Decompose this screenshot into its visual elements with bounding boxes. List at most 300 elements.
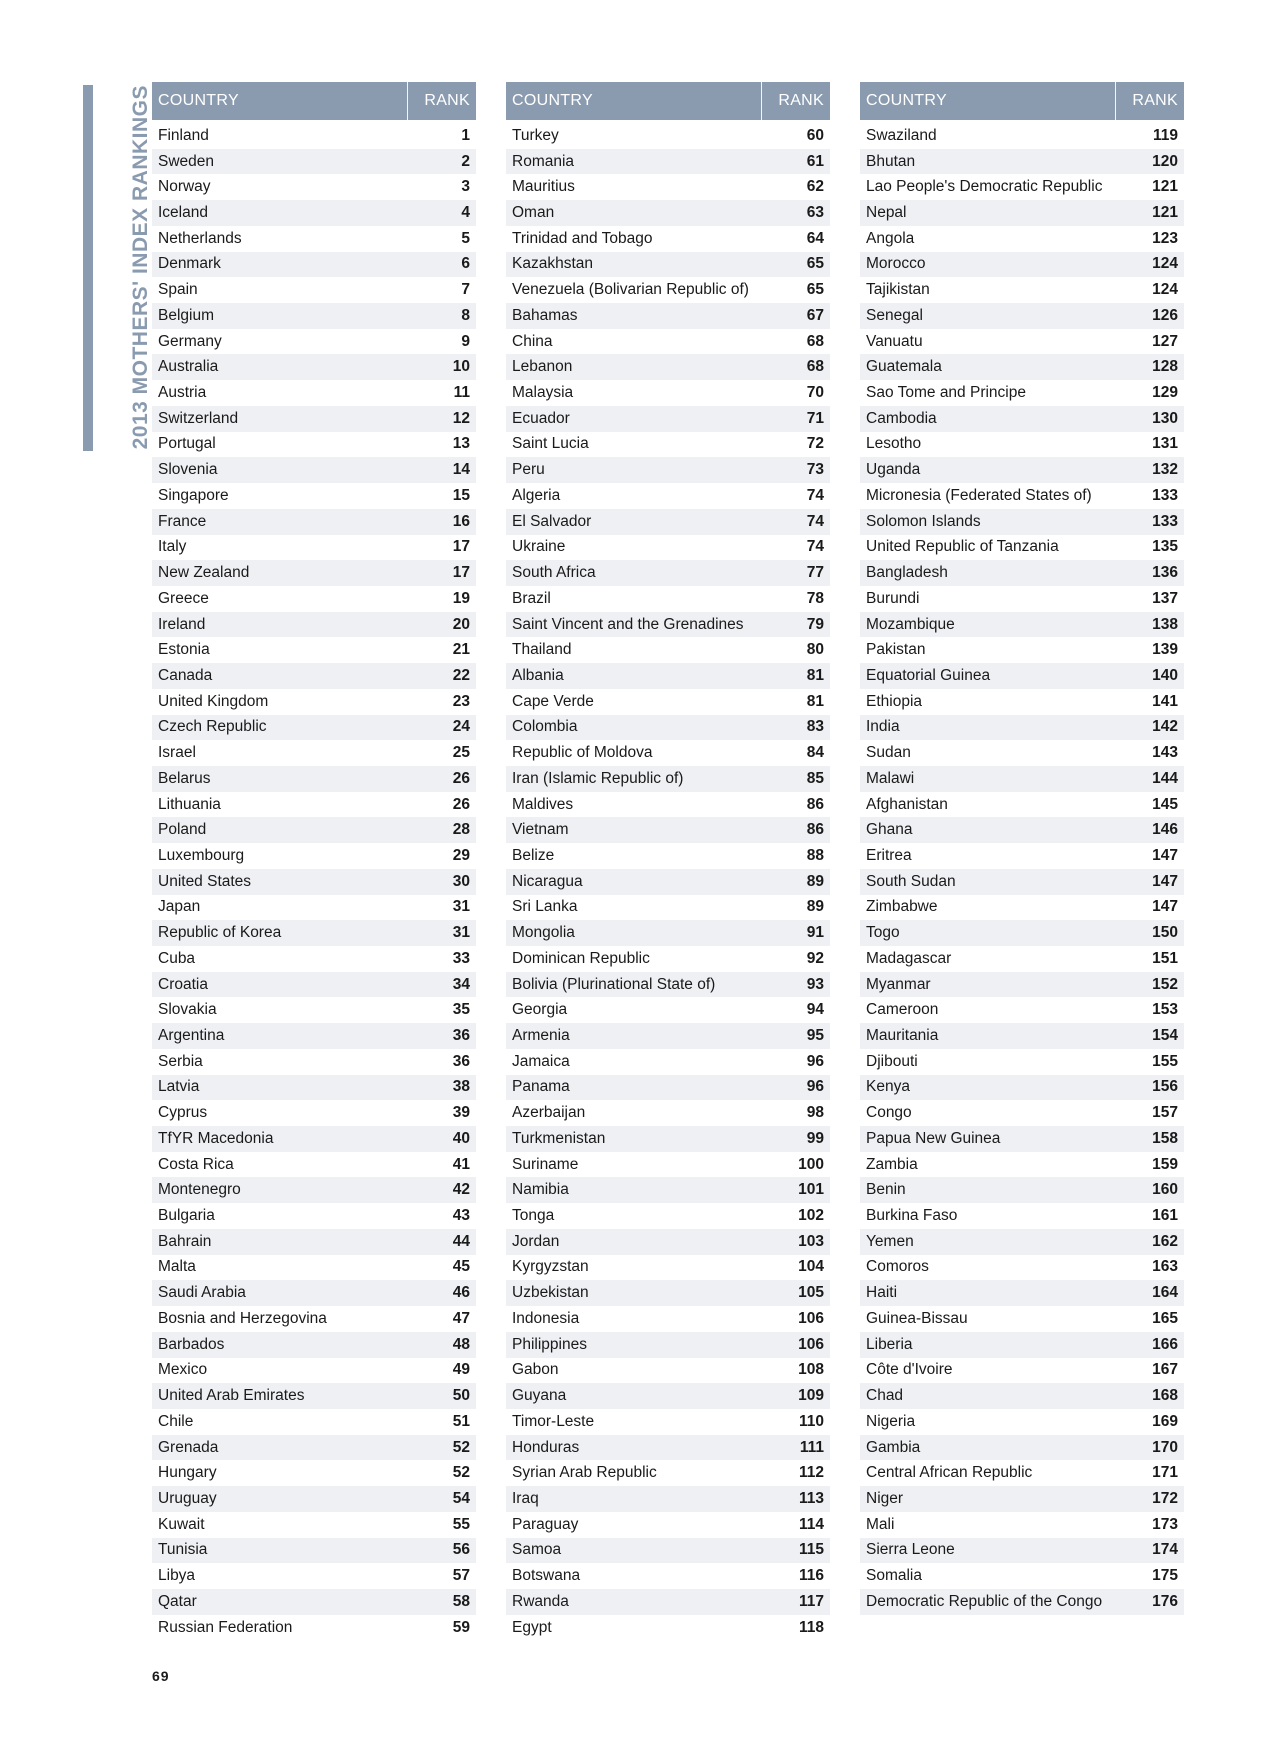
country-name: Nepal [866, 204, 907, 222]
table-row [152, 226, 476, 252]
rank-value: 26 [452, 769, 470, 787]
rank-value: 105 [798, 1284, 824, 1302]
table-row [860, 817, 1184, 843]
table-row [506, 226, 830, 252]
country-name: Micronesia (Federated States of) [866, 486, 1092, 504]
country-name: Russian Federation [158, 1618, 293, 1636]
table-row [152, 1280, 476, 1306]
country-name: Senegal [866, 306, 923, 324]
country-name: Bhutan [866, 152, 916, 170]
table-row [152, 766, 476, 792]
country-name: New Zealand [158, 564, 250, 582]
rank-value: 57 [452, 1567, 470, 1585]
table-row [152, 123, 476, 149]
rank-value: 106 [798, 1309, 824, 1327]
rank-value: 174 [1152, 1541, 1178, 1559]
country-name: Central African Republic [866, 1464, 1033, 1482]
country-name: Greece [158, 589, 209, 607]
rank-value: 58 [452, 1592, 470, 1610]
rank-value: 49 [452, 1361, 470, 1379]
rank-value: 176 [1152, 1592, 1178, 1610]
table-row [152, 1049, 476, 1075]
rank-value: 95 [806, 1027, 824, 1045]
rank-value: 36 [452, 1027, 470, 1045]
rank-value: 94 [806, 1001, 824, 1019]
country-name: Saint Vincent and the Grenadines [512, 615, 744, 633]
rank-value: 124 [1152, 281, 1178, 299]
rank-value: 139 [1152, 641, 1178, 659]
country-name: Switzerland [158, 409, 239, 427]
table-row [506, 457, 830, 483]
rank-value: 16 [452, 512, 470, 530]
rank-value: 51 [452, 1412, 470, 1430]
table-row [860, 1280, 1184, 1306]
country-name: Togo [866, 924, 900, 942]
country-name: Eritrea [866, 846, 912, 864]
country-name: Jamaica [512, 1052, 570, 1070]
country-name: Botswana [512, 1567, 581, 1585]
country-name: Uganda [866, 461, 921, 479]
table-row [152, 1435, 476, 1461]
rank-value: 5 [461, 229, 470, 247]
rank-value: 62 [806, 178, 824, 196]
rank-value: 70 [806, 384, 824, 402]
country-name: Sudan [866, 744, 911, 762]
table-row [506, 1332, 830, 1358]
country-name: Kyrgyzstan [512, 1258, 589, 1276]
table-row [506, 1255, 830, 1281]
rankings-table-1 [152, 82, 476, 1640]
country-name: China [512, 332, 553, 350]
rank-value: 131 [1152, 435, 1178, 453]
rank-value: 39 [452, 1104, 470, 1122]
table-row [506, 1435, 830, 1461]
country-name: Brazil [512, 589, 551, 607]
rank-value: 99 [806, 1129, 824, 1147]
country-name: Cyprus [158, 1104, 208, 1122]
rank-value: 89 [806, 898, 824, 916]
country-name: Algeria [512, 486, 561, 504]
table-row [152, 689, 476, 715]
rank-value: 54 [452, 1489, 470, 1507]
table-row [860, 1255, 1184, 1281]
rank-value: 48 [452, 1335, 470, 1353]
rank-value: 172 [1152, 1489, 1178, 1507]
country-name: Kazakhstan [512, 255, 593, 273]
country-name: Australia [158, 358, 219, 376]
country-name: India [866, 718, 900, 736]
table-row [860, 432, 1184, 458]
country-name: Swaziland [866, 126, 937, 144]
country-name: Croatia [158, 975, 208, 993]
rank-value: 119 [1152, 126, 1178, 144]
rank-value: 2 [461, 152, 470, 170]
rank-value: 150 [1152, 924, 1178, 942]
table-row [506, 895, 830, 921]
country-name: Jordan [512, 1232, 560, 1250]
table-row [506, 329, 830, 355]
table-row [506, 843, 830, 869]
table-row [860, 1615, 1184, 1641]
table-row [152, 1486, 476, 1512]
rank-value: 72 [806, 435, 824, 453]
table-row [152, 1229, 476, 1255]
table-row [152, 1512, 476, 1538]
rank-value: 116 [798, 1567, 824, 1585]
country-name: Tunisia [158, 1541, 208, 1559]
rank-value: 146 [1152, 821, 1178, 839]
country-name: Uzbekistan [512, 1284, 589, 1302]
table-row [860, 1460, 1184, 1486]
table-row [152, 1460, 476, 1486]
country-name: Vanuatu [866, 332, 923, 350]
country-name: Guatemala [866, 358, 942, 376]
table-row [152, 1306, 476, 1332]
country-name: Bahrain [158, 1232, 212, 1250]
rank-value: 117 [798, 1592, 824, 1610]
country-name: Uruguay [158, 1489, 217, 1507]
header-divider [1115, 82, 1116, 120]
country-name: Bulgaria [158, 1207, 215, 1225]
rank-value: 130 [1152, 409, 1178, 427]
header-rank: RANK [1132, 92, 1178, 109]
table-row [860, 1152, 1184, 1178]
table-row [506, 303, 830, 329]
country-name: Qatar [158, 1592, 197, 1610]
rank-value: 170 [1152, 1438, 1178, 1456]
rank-value: 40 [452, 1129, 470, 1147]
rank-value: 80 [806, 641, 824, 659]
table-header [506, 82, 830, 120]
rank-value: 104 [798, 1258, 824, 1276]
country-name: Argentina [158, 1027, 225, 1045]
table-row [860, 252, 1184, 278]
rank-value: 65 [806, 281, 824, 299]
rank-value: 92 [806, 949, 824, 967]
country-name: Haiti [866, 1284, 898, 1302]
country-name: Iran (Islamic Republic of) [512, 769, 684, 787]
rank-value: 28 [452, 821, 470, 839]
table-row [860, 1023, 1184, 1049]
table-row [506, 380, 830, 406]
table-row [860, 972, 1184, 998]
rank-value: 1 [461, 126, 470, 144]
country-name: Montenegro [158, 1181, 241, 1199]
rank-value: 112 [798, 1464, 824, 1482]
rank-value: 173 [1152, 1515, 1178, 1533]
country-name: Sweden [158, 152, 215, 170]
rank-value: 41 [452, 1155, 470, 1173]
table-row [506, 354, 830, 380]
table-row [152, 1358, 476, 1384]
country-name: Lao People's Democratic Republic [866, 178, 1103, 196]
table-row [860, 1538, 1184, 1564]
table-row [506, 1280, 830, 1306]
country-name: Papua New Guinea [866, 1129, 1001, 1147]
table-row [506, 1203, 830, 1229]
rank-value: 123 [1152, 229, 1178, 247]
table-row [152, 1383, 476, 1409]
table-row [152, 1409, 476, 1435]
rank-value: 10 [452, 358, 470, 376]
table-row [506, 1177, 830, 1203]
country-name: Estonia [158, 641, 210, 659]
country-name: Denmark [158, 255, 221, 273]
table-row [860, 1589, 1184, 1615]
country-name: TfYR Macedonia [158, 1129, 274, 1147]
rank-value: 162 [1152, 1232, 1178, 1250]
table-row [860, 226, 1184, 252]
country-name: Ireland [158, 615, 206, 633]
table-row [152, 1023, 476, 1049]
country-name: Nigeria [866, 1412, 916, 1430]
rank-value: 74 [806, 512, 824, 530]
rank-value: 126 [1152, 306, 1178, 324]
table-row [152, 432, 476, 458]
rank-value: 81 [806, 692, 824, 710]
table-row [506, 483, 830, 509]
country-name: Benin [866, 1181, 906, 1199]
table-row [152, 1255, 476, 1281]
rank-value: 15 [452, 486, 470, 504]
rank-value: 153 [1152, 1001, 1178, 1019]
country-name: Pakistan [866, 641, 926, 659]
country-name: Suriname [512, 1155, 579, 1173]
country-name: Morocco [866, 255, 926, 273]
rank-value: 157 [1152, 1104, 1178, 1122]
country-name: Belize [512, 846, 555, 864]
rank-value: 115 [798, 1541, 824, 1559]
country-name: Angola [866, 229, 915, 247]
table-row [152, 380, 476, 406]
country-name: Portugal [158, 435, 216, 453]
rank-value: 113 [798, 1489, 824, 1507]
rank-value: 144 [1152, 769, 1178, 787]
rank-value: 120 [1152, 152, 1178, 170]
rank-value: 44 [452, 1232, 470, 1250]
table-row [860, 715, 1184, 741]
rank-value: 111 [799, 1438, 824, 1456]
table-row [506, 1358, 830, 1384]
rank-value: 68 [806, 358, 824, 376]
rank-value: 17 [452, 538, 470, 556]
rank-value: 4 [461, 204, 470, 222]
table-row [860, 895, 1184, 921]
table-row [860, 1358, 1184, 1384]
table-row [506, 612, 830, 638]
table-row [860, 123, 1184, 149]
table-row [506, 972, 830, 998]
country-name: El Salvador [512, 512, 592, 530]
rank-value: 85 [806, 769, 824, 787]
rank-value: 55 [452, 1515, 470, 1533]
country-name: Sri Lanka [512, 898, 578, 916]
rank-value: 124 [1152, 255, 1178, 273]
table-row [506, 174, 830, 200]
rank-value: 151 [1152, 949, 1178, 967]
table-row [860, 1383, 1184, 1409]
country-name: Slovenia [158, 461, 218, 479]
table-row [860, 1203, 1184, 1229]
rank-value: 161 [1152, 1207, 1178, 1225]
country-name: Republic of Moldova [512, 744, 653, 762]
rank-value: 86 [806, 795, 824, 813]
table-row [860, 1486, 1184, 1512]
country-name: Slovakia [158, 1001, 217, 1019]
rank-value: 9 [461, 332, 470, 350]
country-name: Myanmar [866, 975, 931, 993]
rank-value: 110 [798, 1412, 824, 1430]
rank-value: 26 [452, 795, 470, 813]
rank-value: 11 [453, 384, 470, 402]
country-name: France [158, 512, 207, 530]
country-name: Cambodia [866, 409, 937, 427]
rank-value: 46 [452, 1284, 470, 1302]
table-body [860, 123, 1184, 1640]
rank-value: 71 [806, 409, 824, 427]
rank-value: 81 [806, 666, 824, 684]
country-name: Sierra Leone [866, 1541, 955, 1559]
table-row [506, 792, 830, 818]
country-name: Malaysia [512, 384, 574, 402]
table-row [506, 200, 830, 226]
rank-value: 88 [806, 846, 824, 864]
rank-value: 31 [452, 898, 470, 916]
country-name: Georgia [512, 1001, 568, 1019]
rank-value: 127 [1152, 332, 1178, 350]
table-row [860, 946, 1184, 972]
country-name: Somalia [866, 1567, 922, 1585]
country-name: Mali [866, 1515, 895, 1533]
country-name: Saint Lucia [512, 435, 589, 453]
rank-value: 6 [461, 255, 470, 273]
table-row [152, 817, 476, 843]
country-name: Malta [158, 1258, 196, 1276]
table-row [152, 535, 476, 561]
table-row [152, 612, 476, 638]
table-row [506, 1615, 830, 1641]
table-row [506, 123, 830, 149]
table-row [506, 1409, 830, 1435]
rank-value: 142 [1152, 718, 1178, 736]
table-row [860, 1126, 1184, 1152]
country-name: United Republic of Tanzania [866, 538, 1059, 556]
country-name: Spain [158, 281, 198, 299]
country-name: Germany [158, 332, 222, 350]
country-name: Djibouti [866, 1052, 918, 1070]
country-name: Republic of Korea [158, 924, 282, 942]
rank-value: 74 [806, 486, 824, 504]
table-row [506, 1126, 830, 1152]
table-row [152, 329, 476, 355]
side-title: 2013 MOTHERS' INDEX RANKINGS [129, 85, 152, 450]
table-row [152, 586, 476, 612]
country-name: Congo [866, 1104, 912, 1122]
country-name: Guyana [512, 1387, 567, 1405]
country-name: Lesotho [866, 435, 922, 453]
table-row [506, 997, 830, 1023]
table-row [860, 843, 1184, 869]
rank-value: 145 [1152, 795, 1178, 813]
header-rank: RANK [424, 92, 470, 109]
country-name: Burundi [866, 589, 920, 607]
rank-value: 89 [806, 872, 824, 890]
table-row [860, 535, 1184, 561]
country-name: Egypt [512, 1618, 552, 1636]
table-row [860, 1229, 1184, 1255]
country-name: Afghanistan [866, 795, 948, 813]
table-row [860, 174, 1184, 200]
rank-value: 167 [1152, 1361, 1178, 1379]
table-row [506, 406, 830, 432]
table-row [152, 972, 476, 998]
table-row [860, 1177, 1184, 1203]
table-row [152, 457, 476, 483]
table-row [506, 869, 830, 895]
rank-value: 100 [798, 1155, 824, 1173]
rank-value: 132 [1152, 461, 1178, 479]
country-name: Canada [158, 666, 213, 684]
rank-value: 59 [452, 1618, 470, 1636]
country-name: Yemen [866, 1232, 914, 1250]
table-row [506, 432, 830, 458]
rank-value: 77 [806, 564, 824, 582]
table-row [860, 1409, 1184, 1435]
rank-value: 63 [806, 204, 824, 222]
country-name: Iraq [512, 1489, 539, 1507]
country-name: Kenya [866, 1078, 910, 1096]
table-row [860, 920, 1184, 946]
country-name: Libya [158, 1567, 196, 1585]
rank-value: 42 [452, 1181, 470, 1199]
country-name: Dominican Republic [512, 949, 650, 967]
country-name: Equatorial Guinea [866, 666, 991, 684]
rank-value: 168 [1152, 1387, 1178, 1405]
page-number: 69 [152, 1668, 170, 1684]
table-row [860, 560, 1184, 586]
country-name: Mauritania [866, 1027, 939, 1045]
country-name: Belgium [158, 306, 214, 324]
country-name: Belarus [158, 769, 211, 787]
rank-value: 163 [1152, 1258, 1178, 1276]
country-name: Paraguay [512, 1515, 579, 1533]
country-name: Albania [512, 666, 564, 684]
rank-value: 52 [452, 1464, 470, 1482]
rank-value: 158 [1152, 1129, 1178, 1147]
table-row [152, 946, 476, 972]
table-row [506, 149, 830, 175]
country-name: Solomon Islands [866, 512, 981, 530]
table-row [152, 637, 476, 663]
table-row [152, 1589, 476, 1615]
country-name: Serbia [158, 1052, 203, 1070]
rank-value: 133 [1152, 486, 1178, 504]
table-row [860, 1306, 1184, 1332]
table-row [506, 1152, 830, 1178]
country-name: Côte d'Ivoire [866, 1361, 953, 1379]
country-name: Zimbabwe [866, 898, 938, 916]
country-name: Turkey [512, 126, 559, 144]
table-row [860, 586, 1184, 612]
rank-value: 22 [452, 666, 470, 684]
country-name: Zambia [866, 1155, 918, 1173]
rank-value: 36 [452, 1052, 470, 1070]
rank-value: 96 [806, 1078, 824, 1096]
country-name: Barbados [158, 1335, 225, 1353]
country-name: Tajikistan [866, 281, 930, 299]
rank-value: 91 [806, 924, 824, 942]
table-row [152, 715, 476, 741]
